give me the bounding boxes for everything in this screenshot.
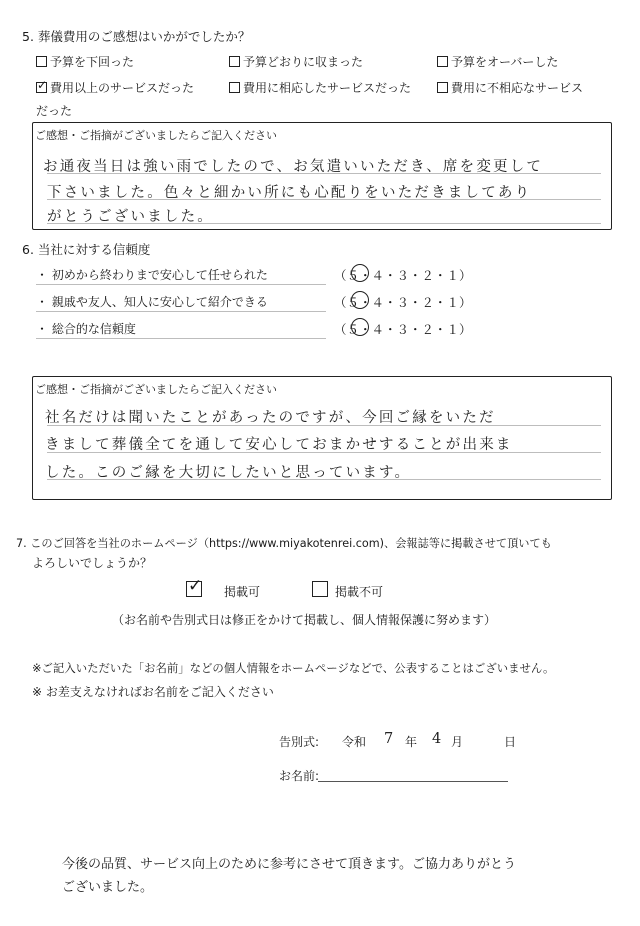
q5-option-wrap-text: だった [36,104,73,118]
checkbox-under-budget[interactable] [36,56,47,67]
q5-option-fair-cost[interactable] [229,79,411,96]
q7-allow-label: 掲載可 [224,585,261,599]
checkbox-fair-cost[interactable] [229,82,240,93]
q6-handwriting-line-2: きまして葬儀全てを通して安心しておまかせすることが出来ま [45,437,513,453]
name-label: お名前: [279,769,320,783]
q7-note: （お名前や告別式日は修正をかけて掲載し、個人情報保護に努めます） [112,613,497,627]
q6-row-1-label: ・ 初めから終わりまで安心して任せられた [36,268,268,282]
q5-handwriting-line-3: がとうございました。 [47,209,214,225]
q6-row-2-scale[interactable]: （５・４・３・２・１） [334,295,472,310]
q7-checkbox-deny[interactable] [312,581,328,597]
q7-title-line-2: よろしいでしょうか？ [32,556,153,570]
q6-comment-label: ご感想・ご指摘がございましたらご記入ください [35,383,277,396]
closing-line-1: 今後の品質、サービス向上のために参考にさせて頂きます。ご協力ありがとう [62,857,516,872]
q7-title-line-1: 7. このご回答を当社のホームページ（https://www.miyakotenrei.com)、会報誌等に掲載させて頂いても [16,537,552,550]
q6-row-2-label: ・ 親戚や友人、知人に安心して紹介できる [36,295,268,309]
q5-comment-box[interactable] [32,122,612,230]
option-label: 予算をオーバーした [451,55,559,69]
q6-handwriting-line-1: 社名だけは聞いたことがあったのですが、今回ご縁をいただ [45,410,496,426]
name-field[interactable] [318,781,508,782]
ceremony-era: 令和 [342,735,367,749]
q5-title: 5. 葬儀費用のご感想はいかがでしたか？ [22,29,251,44]
q6-row-3-label: ・ 総合的な信頼度 [36,322,136,336]
option-label: 予算どおりに収まった [243,55,364,69]
q5-comment-label: ご感想・ご指摘がございましたらご記入ください [35,129,277,142]
checkbox-over-budget[interactable] [437,56,448,67]
q6-handwriting-line-3: した。このご縁を大切にしたいと思っています。 [45,465,412,481]
ceremony-month-value[interactable]: 4 [432,731,444,747]
ceremony-year-unit: 年 [405,735,418,749]
option-label: 費用以上のサービスだった [50,81,195,95]
q5-handwriting-line-1: お通夜当日は強い雨でしたので、お気遣いいただき、席を変更して [43,159,544,175]
q5-option-over-budget[interactable] [437,53,558,70]
checkbox-unfair-cost[interactable] [437,82,448,93]
q6-comment-box[interactable] [32,376,612,500]
q7-deny-label: 掲載不可 [335,585,384,599]
q6-row-3-selected-circle [351,318,369,336]
q5-option-within-budget[interactable] [229,53,363,70]
ceremony-label: 告別式: [279,735,320,749]
q6-row-1-selected-circle [351,264,369,282]
q6-row-2-selected-circle [351,291,369,309]
q6-row-1-scale[interactable]: （５・４・３・２・１） [334,268,472,283]
name-request-notice: ※ お差支えなければお名前をご記入ください [32,685,274,699]
ceremony-month-unit: 月 [451,735,464,749]
ceremony-year-value[interactable]: 7 [384,731,396,747]
q5-option-under-budget[interactable] [36,53,134,70]
ceremony-day-unit: 日 [504,735,517,749]
checkbox-above-cost[interactable] [36,82,47,93]
option-label: 費用に相応したサービスだった [243,81,412,95]
checkbox-within-budget[interactable] [229,56,240,67]
option-label: 費用に不相応なサービス [451,81,584,95]
closing-line-2: ございました。 [62,880,154,895]
q7-checkbox-allow[interactable] [186,581,202,597]
option-label: 予算を下回った [50,55,135,69]
q5-option-above-cost[interactable] [36,79,194,96]
q5-option-unfair-cost[interactable] [437,79,583,96]
q5-handwriting-line-2: 下さいました。色々と細かい所にも心配りをいただきましてあり [47,185,532,201]
q6-title: 6. 当社に対する信頼度 [22,242,151,257]
privacy-notice: ※ご記入いただいた「お名前」などの個人情報をホームページなどで、公表することはございません。 [32,661,555,675]
q6-row-3-scale[interactable]: （５・４・３・２・１） [334,322,472,337]
